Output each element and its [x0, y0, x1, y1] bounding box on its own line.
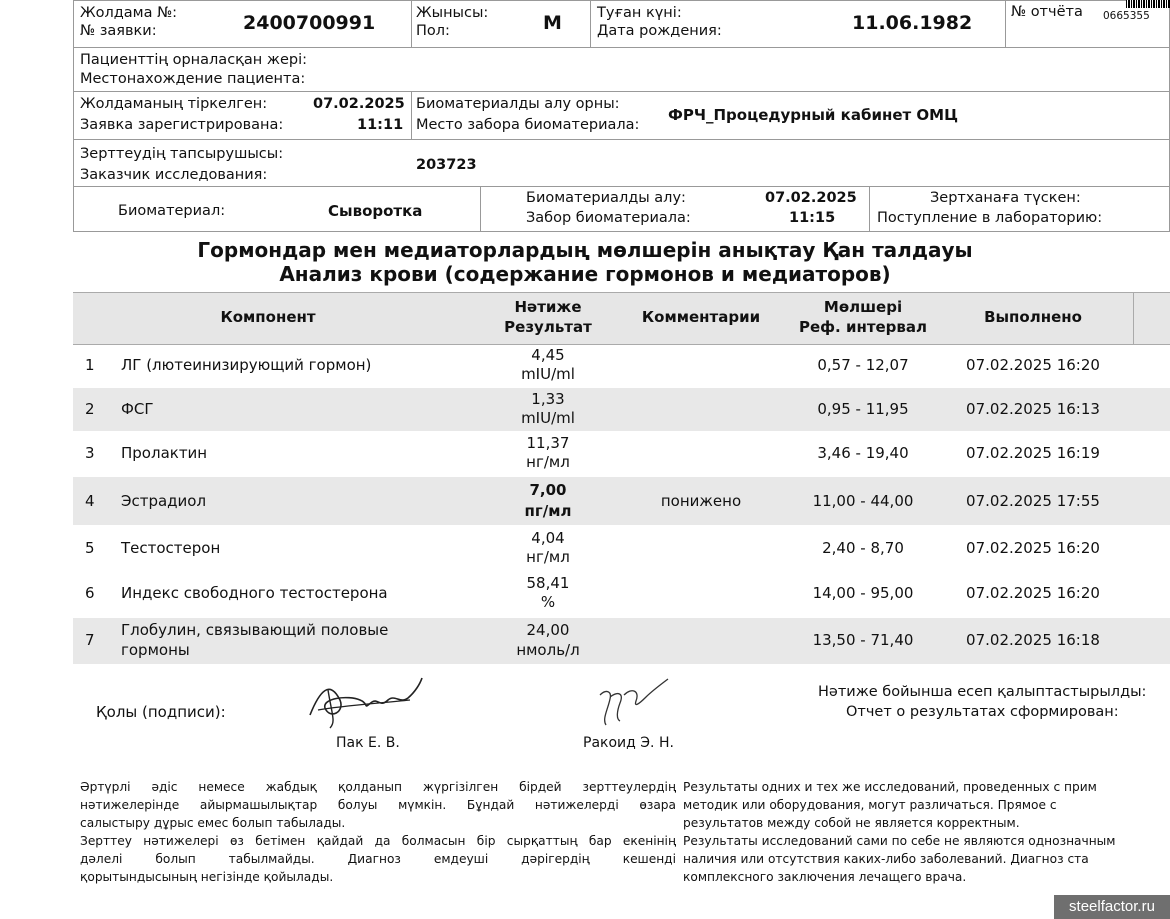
disclaimer-ru-line: комплексного заключения лечащего врача. [683, 870, 967, 884]
row-number: 5 [85, 539, 95, 557]
row-value: 7,00 [529, 481, 567, 499]
row-ref: 0,57 - 12,07 [817, 356, 909, 374]
row-component: Тестостерон [121, 539, 221, 557]
row-value: 4,45 [531, 346, 565, 364]
row-done: 07.02.2025 17:55 [966, 492, 1100, 510]
col-component: Компонент [220, 308, 316, 326]
disclaimer-kz-line: Әртүрлі әдіс немесе жабдық қолданып жүргізілген бірдей зерттеулердің [80, 780, 676, 794]
col-comments: Комментарии [641, 308, 761, 326]
disclaimer-kz [80, 778, 676, 886]
registered-label-ru: Заявка зарегистрирована: [80, 117, 284, 133]
lab-label-kz: Зертханаға түскен: [930, 190, 1081, 206]
biomaterial-value: Сыворотка [328, 202, 423, 220]
col-result-ru: Результат [504, 318, 592, 336]
disclaimer-ru-line: результатов между собой не является корректным. [683, 816, 1020, 830]
biomaterial-label: Биоматериал: [118, 203, 226, 219]
birth-label-kz: Туған күні: [597, 5, 682, 21]
row-component-cont: гормоны [121, 641, 190, 659]
col-ref-kz: Мөлшері [823, 298, 903, 316]
sex-label-kz: Жынысы: [416, 5, 489, 21]
disclaimer-ru [683, 778, 1170, 886]
row-ref: 0,95 - 11,95 [817, 400, 909, 418]
lab-label-ru: Поступление в лабораторию: [877, 210, 1103, 226]
row-unit: нмоль/л [516, 641, 580, 659]
barcode-image [1126, 0, 1170, 8]
watermark-label: steelfactor.ru [1054, 895, 1170, 919]
table-row [73, 477, 1170, 525]
table-row [73, 388, 1170, 431]
table-row [73, 344, 1170, 387]
row-ref: 2,40 - 8,70 [822, 539, 904, 557]
row-ref: 11,00 - 44,00 [812, 492, 914, 510]
order-label-kz: Жолдама №: [80, 5, 178, 21]
signer-1-name: Пак Е. В. [336, 735, 400, 751]
row-done: 07.02.2025 16:18 [966, 631, 1100, 649]
report-formed-ru: Отчет о результатах сформирован: [846, 704, 1119, 720]
customer-label-kz: Зерттеудің тапсырушысы: [80, 146, 284, 162]
row-unit: нг/мл [526, 453, 570, 471]
location-label-kz: Пациенттің орналасқан жері: [80, 52, 307, 68]
signer-2-name: Ракоид Э. Н. [583, 735, 674, 751]
customer-value: 203723 [416, 157, 477, 173]
row-number: 3 [85, 444, 95, 462]
order-label-ru: № заявки: [80, 23, 157, 39]
disclaimer-ru-line: наличия или отсутствия каких-либо заболеваний. Диагноз ста [683, 852, 1089, 866]
row-component: Эстрадиол [121, 492, 207, 510]
report-label: № отчёта [1011, 4, 1083, 20]
table-row [73, 432, 1170, 475]
birth-label-ru: Дата рождения: [597, 23, 722, 39]
row-component: Глобулин, связывающий половые [121, 621, 389, 639]
row-unit: mIU/ml [521, 365, 575, 383]
row-done: 07.02.2025 16:20 [966, 356, 1100, 374]
row-ref: 3,46 - 19,40 [817, 444, 909, 462]
row-component: ЛГ (лютеинизирующий гормон) [121, 356, 372, 374]
report-formed-kz: Нәтиже бойынша есеп қалыптастырылды: [818, 684, 1147, 700]
signature-1-image [300, 670, 430, 732]
signatures-label: Қолы (подписи): [96, 703, 226, 721]
sex-label-ru: Пол: [416, 23, 450, 39]
disclaimer-kz-line: Зерттеу нәтижелері өз бетімен қайдай да болмасын бір сырқаттың бар екенінің [80, 834, 676, 848]
collection-time: 11:15 [789, 210, 836, 226]
row-component: Пролактин [121, 444, 208, 462]
row-done: 07.02.2025 16:20 [966, 584, 1100, 602]
row-unit: нг/мл [526, 548, 570, 566]
disclaimer-ru-line: методик или оборудования, могут различаться. Прямое с [683, 798, 1057, 812]
title-ru: Анализ крови (содержание гормонов и медиаторов) [279, 262, 891, 286]
collection-place-value: ФРЧ_Процедурный кабинет ОМЦ [668, 106, 959, 124]
collection-label-kz: Биоматериалды алу: [526, 190, 686, 206]
collection-date: 07.02.2025 [765, 190, 857, 206]
row-value: 58,41 [526, 574, 570, 592]
customer-label-ru: Заказчик исследования: [80, 167, 268, 183]
signature-2-image [590, 675, 680, 730]
row-number: 6 [85, 584, 95, 602]
row-number: 7 [85, 631, 95, 649]
collection-place-label-ru: Место забора биоматериала: [416, 117, 640, 133]
order-number: 2400700991 [243, 12, 376, 34]
row-done: 07.02.2025 16:19 [966, 444, 1100, 462]
registered-time: 11:11 [357, 117, 404, 133]
row-unit: % [540, 593, 556, 611]
row-unit: пг/мл [524, 502, 572, 520]
disclaimer-kz-line: нәтижелерінде айырмашылықтар болуы мүмкін. Бұндай нәтижелерді өзара [80, 798, 676, 812]
row-comment: понижено [660, 492, 742, 510]
row-ref: 14,00 - 95,00 [812, 584, 914, 602]
col-done: Выполнено [984, 308, 1082, 326]
col-ref-ru: Реф. интервал [798, 318, 928, 336]
row-number: 1 [85, 356, 95, 374]
row-value: 24,00 [526, 621, 570, 639]
row-number: 4 [85, 492, 95, 510]
row-ref: 13,50 - 71,40 [812, 631, 914, 649]
registered-label-kz: Жолдаманың тіркелген: [80, 96, 268, 112]
registered-date: 07.02.2025 [313, 96, 405, 112]
location-label-ru: Местонахождение пациента: [80, 71, 306, 87]
table-row [73, 527, 1170, 570]
row-component: ФСГ [121, 400, 154, 418]
col-result-kz: Нәтиже [514, 298, 582, 316]
disclaimer-ru-line: Результаты исследований сами по себе не являются однозначным [683, 834, 1116, 848]
row-unit: mIU/ml [521, 409, 575, 427]
row-value: 4,04 [531, 529, 565, 547]
row-number: 2 [85, 400, 95, 418]
collection-label-ru: Забор биоматериала: [526, 210, 691, 226]
sex-value: М [543, 12, 562, 34]
row-value: 1,33 [531, 390, 565, 408]
collection-place-label-kz: Биоматериалды алу орны: [416, 96, 620, 112]
disclaimer-kz-line: дәлелі болып табылмайды. Диагноз емдеуші дәрігердің кешенді [80, 852, 676, 866]
table-row [73, 572, 1170, 615]
row-done: 07.02.2025 16:13 [966, 400, 1100, 418]
row-done: 07.02.2025 16:20 [966, 539, 1100, 557]
row-component: Индекс свободного тестостерона [121, 584, 388, 602]
disclaimer-kz-line: қорытындысының негізінде қойылады. [80, 870, 334, 884]
disclaimer-kz-line: салыстыру дұрыс емес болып табылады. [80, 816, 346, 830]
disclaimer-ru-line: Результаты одних и тех же исследований, проведенных с прим [683, 780, 1097, 794]
row-value: 11,37 [526, 434, 570, 452]
birth-value: 11.06.1982 [852, 12, 973, 34]
table-header [73, 292, 1170, 345]
table-row [73, 618, 1170, 664]
report-number: 0665355 [1103, 10, 1150, 22]
title-kz: Гормондар мен медиаторлардың мөлшерін анықтау Қан талдауы [197, 238, 973, 262]
